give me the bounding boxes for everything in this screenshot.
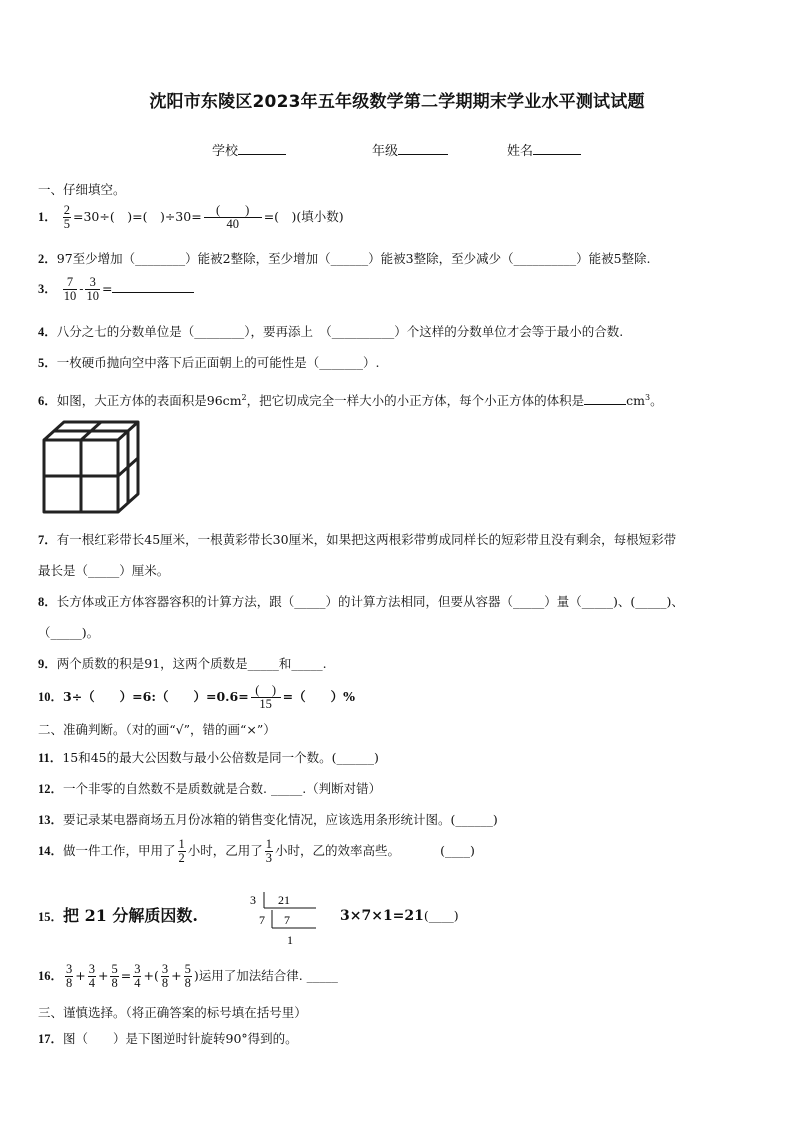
question-text: 图（ ）是下图逆时针旋转90°得到的。: [63, 1031, 298, 1046]
question-17: [38, 1031, 298, 1047]
question-text: 一个非零的自然数不是质数就是合数. _____.（判断对错）: [63, 781, 382, 796]
unit: 96cm: [206, 393, 242, 408]
question-8: [38, 594, 684, 610]
fraction-denominator: 5: [63, 217, 70, 232]
cube-figure: [40, 418, 144, 518]
question-12: [38, 781, 381, 797]
question-2: [38, 251, 651, 267]
unit-exponent: 3: [645, 392, 651, 402]
question-number: 9．: [38, 657, 57, 671]
question-3: [38, 276, 194, 303]
expression: 3×7×1=21: [340, 908, 424, 924]
school-blank[interactable]: [238, 141, 286, 155]
question-text: 做一件工作，甲用了: [63, 843, 176, 859]
unit: cm: [626, 393, 646, 408]
question-text: =: [101, 281, 113, 297]
question-11: [38, 750, 379, 766]
question-text: 。: [650, 393, 663, 408]
question-text: 如图，大正方体的表面积是: [56, 393, 207, 408]
fraction-denominator: 4: [88, 976, 95, 991]
question-number: 6．: [38, 394, 57, 408]
unit-exponent: 2: [241, 392, 247, 402]
question-8-continued: （_____)。: [38, 625, 100, 640]
fraction-denominator: 10: [63, 289, 77, 304]
question-number: 8．: [38, 595, 57, 609]
question-4: [38, 324, 623, 340]
question-number: 17．: [38, 1032, 64, 1046]
fraction: [85, 276, 100, 303]
question-text: 把 21 分解质因数.: [63, 906, 198, 925]
fraction-numerator: 3: [134, 962, 141, 976]
section-3-heading: 三、谨慎选择。（将正确答案的标号填在括号里）: [38, 1005, 307, 1020]
fraction-numerator: 3: [161, 962, 169, 976]
question-number: 2．: [38, 252, 57, 266]
fraction-denominator: 10: [86, 289, 99, 304]
fraction-denominator: 40: [226, 217, 239, 232]
question-7: [38, 532, 676, 548]
fraction-denominator: 8: [184, 976, 191, 991]
question-text: 15和45的最大公因数与最小公倍数是同一个数。(______): [62, 750, 379, 765]
fraction-numerator: 5: [184, 962, 191, 976]
fraction: [65, 963, 73, 990]
page-title: 沈阳市东陵区2023年五年级数学第二学期期末学业水平测试试题: [149, 92, 645, 112]
fraction-denominator: 8: [66, 976, 73, 991]
fraction: [178, 838, 186, 865]
fraction: [265, 838, 273, 865]
question-text: 两个质数的积是91，这两个质数是_____和_____.: [56, 656, 327, 671]
grade-blank[interactable]: [398, 141, 448, 155]
question-10: [38, 684, 355, 711]
fraction: [88, 963, 96, 990]
question-14: [38, 838, 475, 865]
name-field: [507, 140, 581, 159]
question-number: 7．: [38, 533, 57, 547]
question-number: 12．: [38, 782, 64, 796]
fraction-numerator: ( ): [251, 684, 281, 698]
question-13: [38, 812, 498, 828]
name-blank[interactable]: [533, 141, 581, 155]
fraction-denominator: 8: [111, 976, 118, 991]
short-division-diagram: [250, 890, 324, 950]
fraction-denominator: 2: [178, 851, 185, 866]
fraction: [204, 204, 262, 231]
question-text: 3÷（ ）=6:（ ）=0.6=: [63, 689, 249, 705]
fraction: [63, 204, 71, 231]
fraction-numerator: 3: [88, 962, 95, 976]
question-text: ，把它切成完全一样大小的小正方体，每个小正方体的体积是: [246, 393, 585, 408]
fraction-numerator: 7: [63, 276, 78, 290]
fraction-denominator: 4: [134, 976, 141, 991]
question-text: 有一根红彩带长45厘米，一根黄彩带长30厘米，如果把这两根彩带剪成同样长的短彩带且没有剩余，每根短彩带: [56, 532, 677, 547]
question-number: 4．: [38, 325, 57, 339]
question-text: 八分之七的分数单位是（________），要再添上 （__________）个这样的分数单位才会等于最小的合数.: [56, 324, 624, 339]
fraction: [63, 276, 78, 303]
question-number: 1．: [38, 210, 57, 225]
grade-label: 年级: [372, 144, 399, 159]
fraction-numerator: 3: [66, 962, 73, 976]
question-number: 3．: [38, 282, 57, 297]
section-2-heading: 二、准确判断。（对的画“√”，错的画“×”）: [38, 722, 276, 737]
answer-blank[interactable]: [112, 279, 194, 293]
answer-blank[interactable]: [584, 391, 626, 405]
answer-bracket: (____): [423, 908, 459, 923]
question-15-expression: [340, 908, 459, 925]
question-9: [38, 656, 327, 672]
fraction: [251, 684, 281, 711]
question-text: =（ ）%: [282, 689, 356, 705]
fraction-denominator: 3: [265, 851, 273, 866]
question-text: 运用了加法结合律. _____: [198, 968, 338, 984]
operator: -: [79, 281, 84, 297]
fraction-numerator: 3: [85, 276, 100, 290]
question-number: 15．: [38, 910, 64, 924]
fraction: [110, 963, 118, 990]
question-16: 16． $\frac{3}{8}$ + $\frac{3}{4}$ + $\frac{5}{8}$ = $\frac{3}{4}$ +( $\frac{3}{8}$ + $\frac{5}{8}$ )运用了加法结合律. _____: [38, 962, 338, 991]
question-text: 一枚硬币抛向空中落下后正面朝上的可能性是（_______）.: [56, 355, 380, 370]
fraction-numerator: 1: [178, 837, 185, 851]
name-label: 姓名: [507, 144, 534, 159]
division-result: 1: [287, 933, 293, 947]
question-number: 5．: [38, 356, 57, 370]
grade-field: [372, 140, 448, 159]
school-field: [212, 140, 286, 159]
question-7-continued: 最长是（_____）厘米。: [38, 563, 170, 578]
question-number: 11．: [38, 751, 63, 765]
question-text: 97至少增加（________）能被2整除，至少增加（______）能被3整除，至少减少（__________）能被5整除.: [56, 251, 651, 266]
question-number: 13．: [38, 813, 64, 827]
question-number: 10．: [38, 690, 64, 705]
fraction-numerator: ( ): [204, 204, 262, 218]
question-text: =( )(填小数): [263, 209, 344, 225]
question-6: [38, 391, 663, 409]
question-1: [38, 204, 344, 231]
question-text: =30÷( )=( )÷30=: [73, 209, 202, 225]
fraction-denominator: 15: [259, 697, 272, 712]
question-15: [38, 906, 198, 925]
question-text: 要记录某电器商场五月份冰箱的销售变化情况，应该选用条形统计图。(______): [63, 812, 498, 827]
question-text: 长方体或正方体容器容积的计算方法，跟（_____）的计算方法相同，但要从容器（_____）量（_____)、(_____)、: [56, 594, 684, 609]
fraction: [133, 963, 141, 990]
question-text: 小时，乙用了: [187, 843, 263, 859]
answer-bracket: (____): [440, 843, 475, 859]
question-number: 16．: [38, 969, 64, 984]
school-label: 学校: [212, 144, 239, 159]
division-divisor: 7: [259, 913, 265, 927]
section-1-heading: 一、仔细填空。: [38, 182, 126, 197]
division-dividend: 21: [278, 893, 290, 907]
fraction-numerator: 1: [265, 837, 273, 851]
division-divisor: 3: [250, 893, 256, 907]
question-text: 小时，乙的效率高些。: [275, 843, 401, 859]
fraction: [184, 963, 192, 990]
division-dividend: 7: [284, 913, 290, 927]
fraction-denominator: 8: [161, 976, 169, 991]
question-number: 14．: [38, 844, 64, 859]
fraction: [161, 963, 169, 990]
fraction-numerator: 5: [111, 962, 118, 976]
question-5: [38, 355, 380, 371]
fraction-numerator: 2: [63, 203, 70, 217]
